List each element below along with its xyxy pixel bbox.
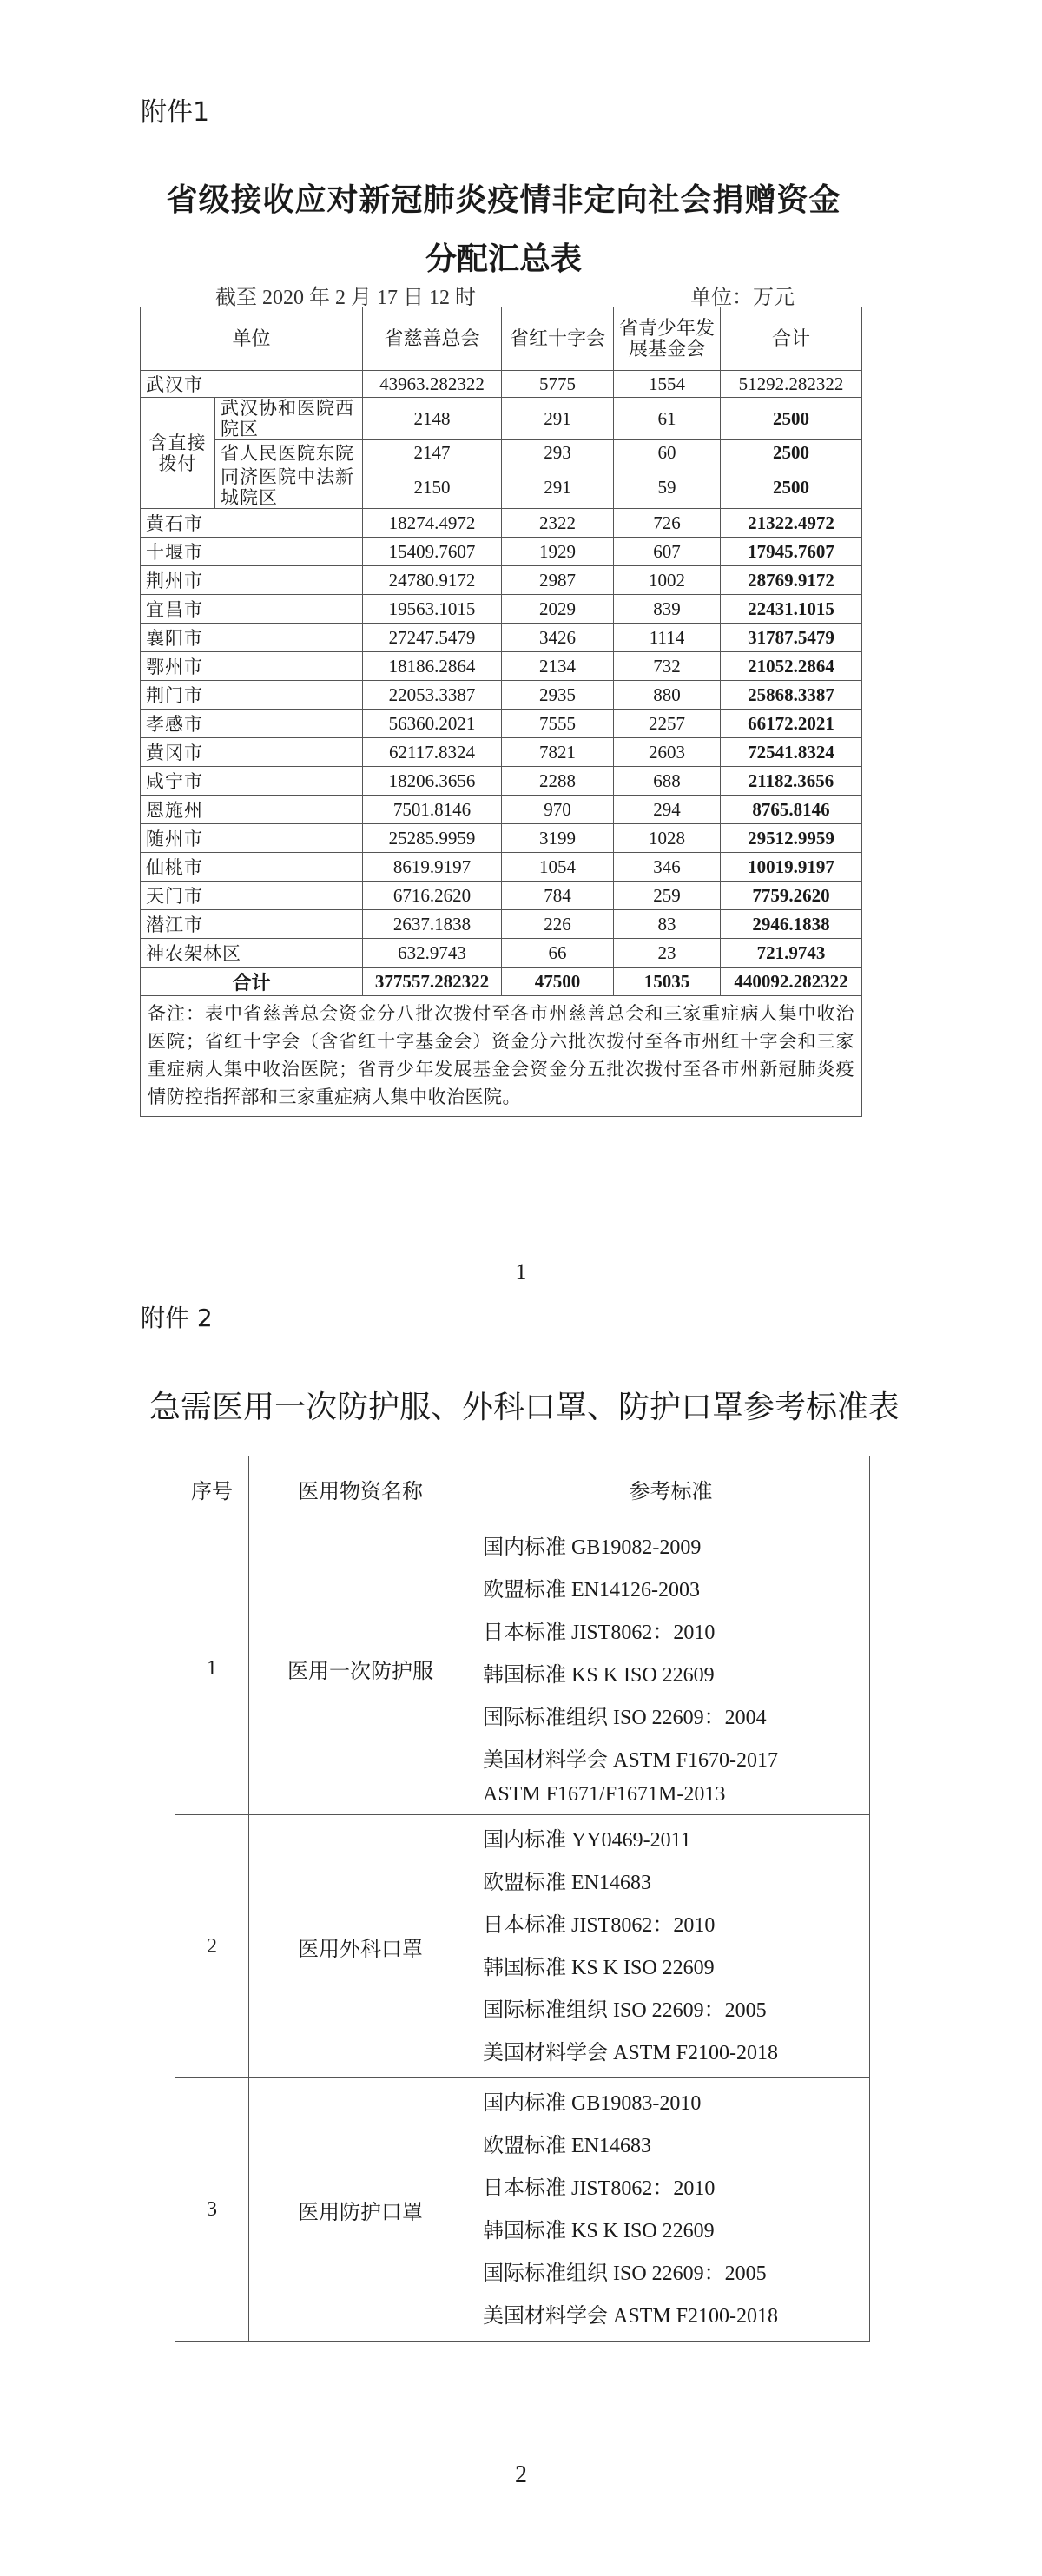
standard-code: EN14683: [571, 2135, 651, 2157]
header-total: 合计: [721, 307, 862, 371]
standard-entry: [483, 1696, 859, 1739]
standard-org: 韩国标准: [483, 1955, 566, 1979]
row-name: 武汉协和医院西院区: [215, 398, 363, 440]
redcross-value: 5775: [502, 371, 614, 398]
charity-value: 56360.2021: [363, 710, 502, 738]
standard-entry: [483, 1526, 859, 1569]
standard-entry: [483, 2295, 859, 2337]
header-standards: 参考标准: [472, 1456, 870, 1522]
youth-value: 1002: [614, 566, 721, 595]
redcross-value: 2322: [502, 509, 614, 538]
total-value: 22431.1015: [721, 595, 862, 624]
youth-value: 732: [614, 652, 721, 681]
row-name: 襄阳市: [141, 624, 363, 652]
charity-value: 18186.2864: [363, 652, 502, 681]
charity-value: 2147: [363, 440, 502, 466]
youth-value: 688: [614, 767, 721, 796]
row-name: 武汉市: [141, 371, 363, 398]
standard-org: 国际标准组织: [483, 1705, 608, 1729]
standard-entry: [483, 1781, 859, 1811]
direct-payment-group-label: 含直接拨付: [141, 398, 215, 509]
redcross-total: 47500: [502, 968, 614, 996]
standard-entry: [483, 1654, 859, 1696]
row-name: 十堰市: [141, 538, 363, 566]
table-row: [175, 2078, 870, 2342]
standard-org: 国际标准组织: [483, 1998, 608, 2022]
youth-value: 880: [614, 681, 721, 710]
standard-org: 日本标准: [483, 1620, 566, 1644]
item-seq: 2: [175, 1815, 249, 2078]
medical-standards-table: [175, 1456, 870, 2342]
redcross-value: 2029: [502, 595, 614, 624]
standard-entry: [483, 2031, 859, 2074]
attachment-2-label: 附件 2: [141, 1304, 213, 1332]
standard-entry: [483, 2167, 859, 2209]
row-name: 鄂州市: [141, 652, 363, 681]
table-row: [141, 538, 862, 566]
redcross-value: 2987: [502, 566, 614, 595]
as-of-date: 截至 2020 年 2 月 17 日 12 时: [215, 287, 476, 309]
donation-allocation-table: [140, 307, 862, 1117]
item-name: 医用一次防护服: [249, 1522, 472, 1815]
standards-list: [472, 1522, 870, 1815]
table-row: [141, 652, 862, 681]
table-row: [175, 1522, 870, 1815]
row-name: 宜昌市: [141, 595, 363, 624]
redcross-value: 66: [502, 939, 614, 968]
standard-entry: [483, 1611, 859, 1654]
total-value: 7759.2620: [721, 882, 862, 910]
charity-value: 2150: [363, 466, 502, 509]
row-name: 咸宁市: [141, 767, 363, 796]
standard-code: EN14683: [571, 1872, 651, 1894]
standard-org: 国内标准: [483, 1535, 566, 1559]
charity-value: 2637.1838: [363, 910, 502, 939]
redcross-value: 1054: [502, 853, 614, 882]
header-redcross: 省红十字会: [502, 307, 614, 371]
standard-code: ASTM F1670-2017: [613, 1749, 779, 1772]
total-value: 31787.5479: [721, 624, 862, 652]
header-unit: 单位: [141, 307, 363, 371]
row-name: 神农架林区: [141, 939, 363, 968]
standard-org: 韩国标准: [483, 2218, 566, 2242]
charity-value: 43963.282322: [363, 371, 502, 398]
charity-value: 19563.1015: [363, 595, 502, 624]
standard-org: 国内标准: [483, 2091, 566, 2115]
total-value: 51292.282322: [721, 371, 862, 398]
standard-code: YY0469-2011: [571, 1829, 691, 1852]
table-row: [141, 738, 862, 767]
standard-code: JIST8062：2010: [571, 2177, 716, 2200]
table-row: [141, 710, 862, 738]
standard-code: ASTM F1671/F1671M-2013: [483, 1783, 726, 1806]
youth-value: 23: [614, 939, 721, 968]
charity-value: 62117.8324: [363, 738, 502, 767]
youth-value: 61: [614, 398, 721, 440]
table-row: [141, 440, 862, 466]
youth-value: 83: [614, 910, 721, 939]
redcross-value: 3199: [502, 824, 614, 853]
standard-entry: [483, 1861, 859, 1904]
redcross-value: 291: [502, 466, 614, 509]
attachment-1-label: 附件1: [141, 97, 210, 128]
standard-org: 欧盟标准: [483, 2133, 566, 2157]
youth-value: 294: [614, 796, 721, 824]
total-value: 2500: [721, 466, 862, 509]
youth-value: 1114: [614, 624, 721, 652]
total-value: 8765.8146: [721, 796, 862, 824]
charity-value: 18206.3656: [363, 767, 502, 796]
charity-value: 25285.9959: [363, 824, 502, 853]
redcross-value: 1929: [502, 538, 614, 566]
standard-org: 国际标准组织: [483, 2261, 608, 2285]
row-name: 随州市: [141, 824, 363, 853]
charity-value: 632.9743: [363, 939, 502, 968]
table-2-title: 急需医用一次防护服、外科口罩、防护口罩参考标准表: [148, 1390, 900, 1425]
total-value: 2500: [721, 398, 862, 440]
item-seq: 3: [175, 2078, 249, 2342]
header-youth-foundation: 省青少年发展基金会: [614, 307, 721, 371]
youth-value: 1554: [614, 371, 721, 398]
standard-code: ASTM F2100-2018: [613, 2042, 779, 2064]
youth-value: 60: [614, 440, 721, 466]
total-value: 2946.1838: [721, 910, 862, 939]
table-row: [141, 853, 862, 882]
youth-value: 607: [614, 538, 721, 566]
row-name: 同济医院中法新城院区: [215, 466, 363, 509]
redcross-value: 970: [502, 796, 614, 824]
table-row: [141, 398, 862, 440]
youth-value: 2257: [614, 710, 721, 738]
table-row: [141, 624, 862, 652]
redcross-value: 7821: [502, 738, 614, 767]
total-value: 25868.3387: [721, 681, 862, 710]
standard-entry: [483, 1904, 859, 1946]
row-name: 省人民医院东院: [215, 440, 363, 466]
youth-total: 15035: [614, 968, 721, 996]
row-name: 仙桃市: [141, 853, 363, 882]
youth-value: 259: [614, 882, 721, 910]
table-row: [141, 681, 862, 710]
unit-label: 单位：万元: [690, 287, 795, 309]
standard-code: ISO 22609：2005: [613, 1999, 767, 2022]
standard-entry: [483, 1569, 859, 1611]
table-row: [141, 767, 862, 796]
standard-org: 韩国标准: [483, 1662, 566, 1687]
item-name: 医用外科口罩: [249, 1815, 472, 2078]
table-row: [141, 566, 862, 595]
standard-org: 美国材料学会: [483, 2040, 608, 2064]
grand-total: 440092.282322: [721, 968, 862, 996]
standard-entry: [483, 1989, 859, 2031]
standard-entry: [483, 2082, 859, 2124]
charity-value: 18274.4972: [363, 509, 502, 538]
table-1-title-line-2: 分配汇总表: [425, 241, 582, 276]
table-row: [141, 371, 862, 398]
standard-org: 美国材料学会: [483, 1747, 608, 1772]
standard-org: 日本标准: [483, 2176, 566, 2200]
charity-total: 377557.282322: [363, 968, 502, 996]
table-row: [175, 1815, 870, 2078]
header-charity: 省慈善总会: [363, 307, 502, 371]
total-value: 21052.2864: [721, 652, 862, 681]
standard-code: ISO 22609：2004: [613, 1707, 767, 1729]
total-value: 21182.3656: [721, 767, 862, 796]
youth-value: 1028: [614, 824, 721, 853]
standard-code: KS K ISO 22609: [571, 1664, 715, 1687]
standard-code: GB19082-2009: [571, 1536, 702, 1559]
item-name: 医用防护口罩: [249, 2078, 472, 2342]
grand-total-row: [141, 968, 862, 996]
standard-org: 日本标准: [483, 1912, 566, 1937]
standard-entry: [483, 1739, 859, 1781]
row-name: 孝感市: [141, 710, 363, 738]
standard-entry: [483, 2252, 859, 2295]
standards-list: [472, 1815, 870, 2078]
table-row: [141, 509, 862, 538]
standard-org: 欧盟标准: [483, 1870, 566, 1894]
table-row: [141, 882, 862, 910]
charity-value: 8619.9197: [363, 853, 502, 882]
standard-entry: [483, 2209, 859, 2252]
row-name: 恩施州: [141, 796, 363, 824]
youth-value: 346: [614, 853, 721, 882]
charity-value: 22053.3387: [363, 681, 502, 710]
redcross-value: 226: [502, 910, 614, 939]
total-value: 10019.9197: [721, 853, 862, 882]
header-seq: 序号: [175, 1456, 249, 1522]
redcross-value: 3426: [502, 624, 614, 652]
charity-value: 15409.7607: [363, 538, 502, 566]
page-number-1: 1: [515, 1259, 527, 1285]
standard-code: EN14126-2003: [571, 1579, 700, 1602]
total-value: 2500: [721, 440, 862, 466]
header-item-name: 医用物资名称: [249, 1456, 472, 1522]
standard-code: GB19083-2010: [571, 2092, 702, 2115]
charity-value: 24780.9172: [363, 566, 502, 595]
standard-entry: [483, 1819, 859, 1861]
redcross-value: 784: [502, 882, 614, 910]
charity-value: 6716.2620: [363, 882, 502, 910]
standard-org: 欧盟标准: [483, 1577, 566, 1602]
standard-code: ASTM F2100-2018: [613, 2305, 779, 2328]
standard-org: 国内标准: [483, 1827, 566, 1852]
table-row: [141, 595, 862, 624]
total-value: 17945.7607: [721, 538, 862, 566]
standard-code: KS K ISO 22609: [571, 2220, 715, 2242]
charity-value: 2148: [363, 398, 502, 440]
redcross-value: 293: [502, 440, 614, 466]
redcross-value: 7555: [502, 710, 614, 738]
youth-value: 2603: [614, 738, 721, 767]
standard-org: 美国材料学会: [483, 2303, 608, 2328]
standard-code: JIST8062：2010: [571, 1914, 716, 1937]
standard-code: JIST8062：2010: [571, 1622, 716, 1644]
youth-value: 59: [614, 466, 721, 509]
total-value: 29512.9959: [721, 824, 862, 853]
total-value: 21322.4972: [721, 509, 862, 538]
row-name: 天门市: [141, 882, 363, 910]
notes-row: [141, 996, 862, 1117]
youth-value: 839: [614, 595, 721, 624]
redcross-value: 2935: [502, 681, 614, 710]
standard-code: ISO 22609：2005: [613, 2262, 767, 2285]
standard-entry: [483, 1946, 859, 1989]
redcross-value: 291: [502, 398, 614, 440]
row-name: 黄石市: [141, 509, 363, 538]
table-1-title-line-1: 省级接收应对新冠肺炎疫情非定向社会捐赠资金: [166, 182, 841, 217]
notes-text: 备注：表中省慈善总会资金分八批次拨付至各市州慈善总会和三家重症病人集中收治医院；省红十字会（含省红十字基金会）资金分六批次拨付至各市州红十字会和三家重症病人集中收治医院；省青少年发展基金会资金分五批次拨付至各市州新冠肺炎疫情防控指挥部和三家重症病人集中收治医院。: [141, 996, 862, 1117]
standard-entry: [483, 2124, 859, 2167]
total-label: 合计: [141, 968, 363, 996]
total-value: 66172.2021: [721, 710, 862, 738]
charity-value: 27247.5479: [363, 624, 502, 652]
standards-list: [472, 2078, 870, 2342]
item-seq: 1: [175, 1522, 249, 1815]
total-value: 721.9743: [721, 939, 862, 968]
table-row: [141, 910, 862, 939]
charity-value: 7501.8146: [363, 796, 502, 824]
table-row: [141, 796, 862, 824]
table-header-row: [175, 1456, 870, 1522]
table-header-row: [141, 307, 862, 371]
table-row: [141, 466, 862, 509]
youth-value: 726: [614, 509, 721, 538]
row-name: 潜江市: [141, 910, 363, 939]
row-name: 荆门市: [141, 681, 363, 710]
standard-code: KS K ISO 22609: [571, 1957, 715, 1979]
total-value: 72541.8324: [721, 738, 862, 767]
row-name: 荆州市: [141, 566, 363, 595]
redcross-value: 2134: [502, 652, 614, 681]
page-number-2: 2: [515, 2461, 527, 2488]
total-value: 28769.9172: [721, 566, 862, 595]
row-name: 黄冈市: [141, 738, 363, 767]
table-row: [141, 824, 862, 853]
redcross-value: 2288: [502, 767, 614, 796]
table-row: [141, 939, 862, 968]
